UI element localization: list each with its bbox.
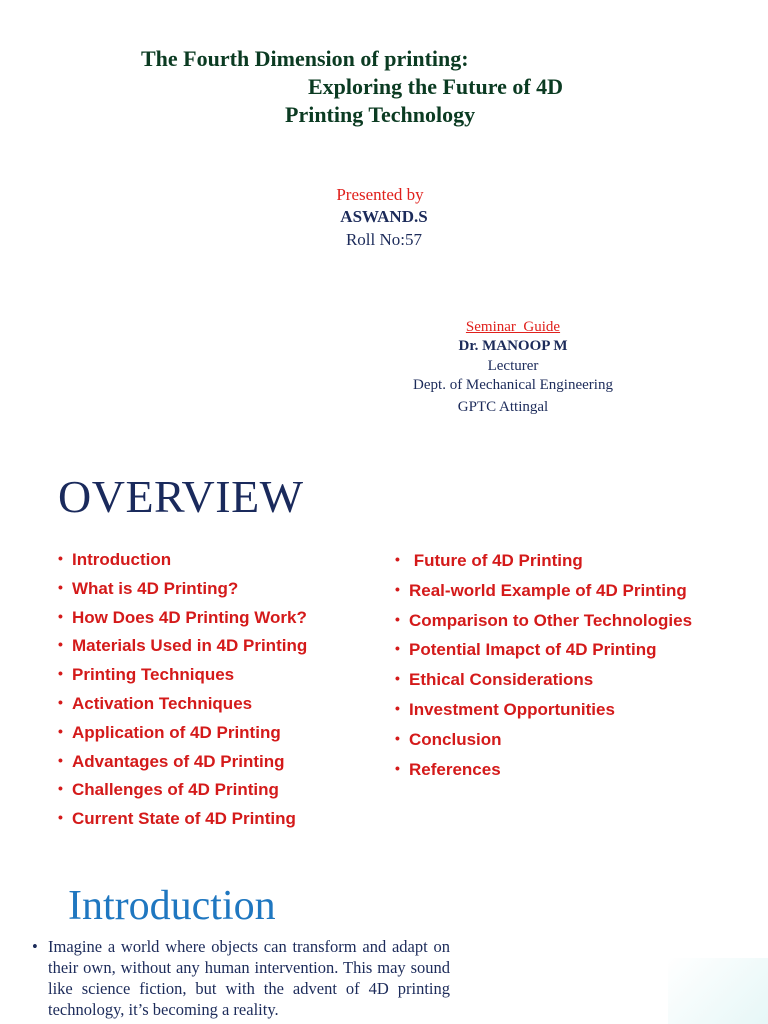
list-item: • Application of 4D Printing [58, 723, 307, 752]
overview-list-right [395, 551, 692, 789]
list-item: • Materials Used in 4D Printing [58, 636, 307, 665]
list-item: • Advantages of 4D Printing [58, 752, 307, 781]
list-item: • Investment Opportunities [395, 700, 692, 730]
overview-heading: OVERVIEW [58, 471, 304, 522]
introduction-paragraph [32, 936, 450, 1020]
presenter-name: ASWAND.S [340, 207, 428, 226]
guide-position: Lecturer [487, 358, 539, 374]
list-item: • Potential Imapct of 4D Printing [395, 640, 692, 670]
introduction-heading: Introduction [68, 883, 276, 929]
introduction-text: Imagine a world where objects can transform and adapt on their own, without any human intervention. This may sound like science fiction, but with the advent of 4D printing technology, it’s becoming a reality. [48, 937, 450, 1019]
list-item: • What is 4D Printing? [58, 579, 307, 608]
title-line-3: Printing Technology [285, 102, 476, 127]
guide-college: GPTC Attingal [457, 399, 549, 415]
list-item: • References [395, 760, 692, 790]
seminar-guide-label: Seminar Guide [465, 319, 561, 335]
list-item: • Challenges of 4D Printing [58, 780, 307, 809]
bullet-dot: • [32, 937, 38, 956]
overview-list-left [58, 550, 307, 838]
list-item: • Current State of 4D Printing [58, 809, 307, 838]
list-item: • Conclusion [395, 730, 692, 760]
presented-by-label: Presented by [336, 185, 424, 204]
decorative-corner-shade [668, 958, 768, 1024]
presenter-roll: Roll No:57 [345, 230, 423, 249]
list-item: • Real-world Example of 4D Printing [395, 581, 692, 611]
list-item: • How Does 4D Printing Work? [58, 608, 307, 637]
list-item: • Ethical Considerations [395, 670, 692, 700]
title-line-2: Exploring the Future of 4D [308, 74, 564, 99]
list-item: • Introduction [58, 550, 307, 579]
list-item: • Comparison to Other Technologies [395, 611, 692, 641]
list-item: • Printing Techniques [58, 665, 307, 694]
guide-name: Dr. MANOOP M [458, 338, 568, 354]
guide-department: Dept. of Mechanical Engineering [413, 377, 613, 393]
list-item: • Future of 4D Printing [395, 551, 692, 581]
list-item: • Activation Techniques [58, 694, 307, 723]
title-line-1: The Fourth Dimension of printing: [141, 46, 469, 71]
